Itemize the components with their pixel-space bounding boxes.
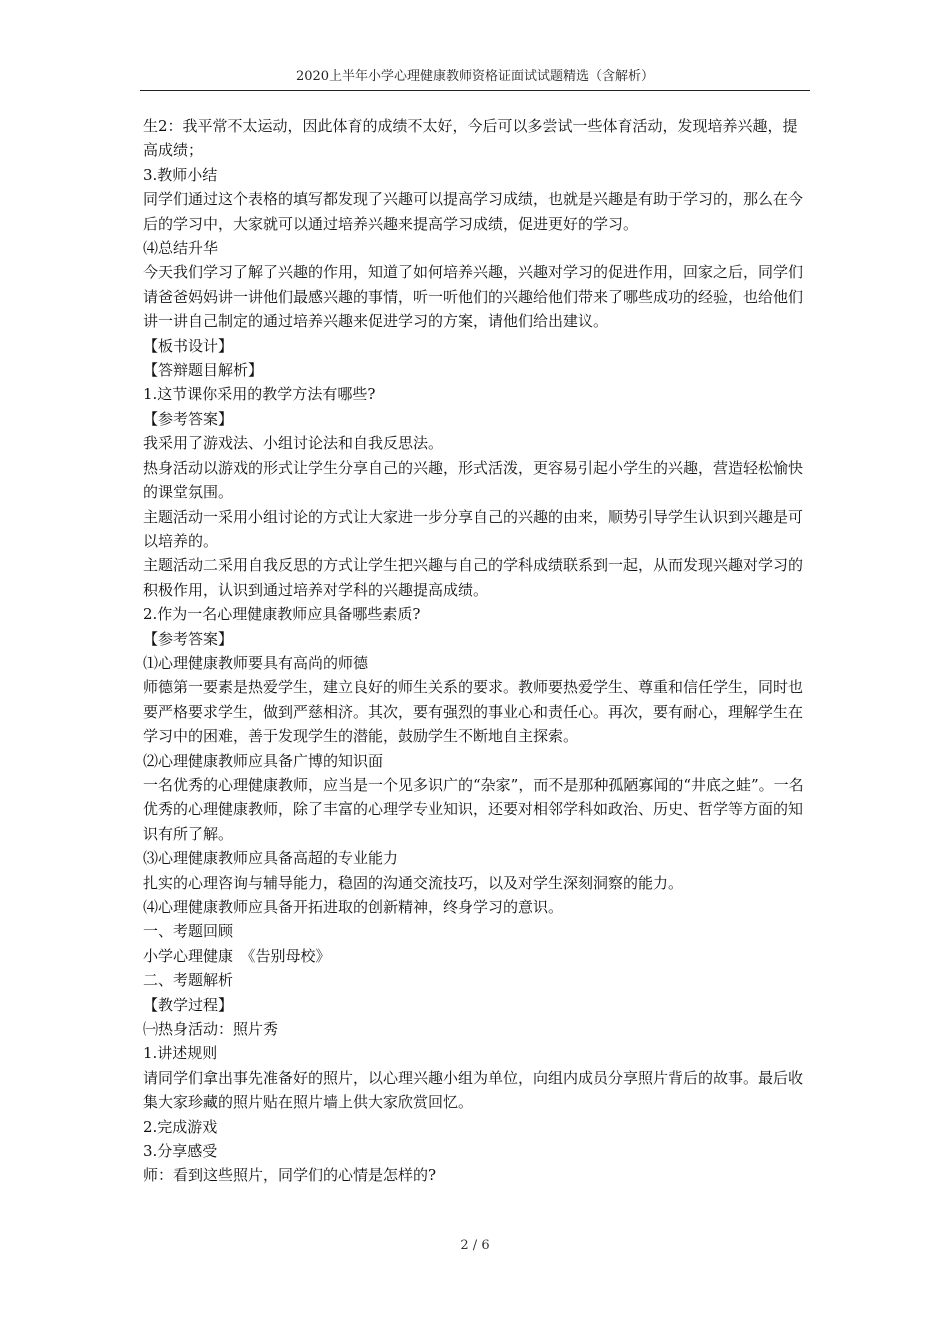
- paragraph: 小学心理健康 《告别母校》: [143, 946, 331, 965]
- paragraph: 主题活动一采用小组讨论的方式让大家进一步分享自己的兴趣的由来，顺势引导学生认识到兴趣是可以培养的。: [143, 507, 804, 550]
- document-title: 2020上半年小学心理健康教师资格证面试试题精选（含解析）: [295, 69, 655, 84]
- paragraph: 我采用了游戏法、小组讨论法和自我反思法。: [143, 434, 444, 453]
- list-item: ⑴心理健康教师要具有高尚的师德: [143, 653, 369, 672]
- list-item: ⑵心理健康教师应具备广博的知识面: [143, 751, 384, 770]
- paragraph: 请同学们拿出事先准备好的照片，以心理兴趣小组为单位，向组内成员分享照片背后的故事。最后收集大家珍藏的照片贴在照片墙上供大家欣赏回忆。: [143, 1068, 804, 1112]
- list-item: 2.完成游戏: [143, 1117, 218, 1136]
- section-heading: 一、考题回顾: [143, 922, 234, 941]
- paragraph: 热身活动以游戏的形式让学生分享自己的兴趣，形式活泼，更容易引起小学生的兴趣，营造轻松愉快的课堂氛围。: [143, 458, 804, 502]
- paragraph: 生2：我平常不太运动，因此体育的成绩不太好，今后可以多尝试一些体育活动，发现培养兴趣，提高成绩；: [143, 117, 798, 160]
- section-heading: ㈠热身活动：照片秀: [143, 1020, 279, 1039]
- list-item: 3.分享感受: [143, 1142, 218, 1161]
- list-item: 1.讲述规则: [143, 1044, 218, 1063]
- list-item: ⑷心理健康教师应具备开拓进取的创新精神，终身学习的意识。: [143, 898, 564, 916]
- paragraph: 主题活动二采用自我反思的方式让学生把兴趣与自己的学科成绩联系到一起，从而发现兴趣对学习的积极作用，认识到通过培养对学科的兴趣提高成绩。: [143, 556, 804, 599]
- page-header: [140, 68, 810, 91]
- section-heading: 【答辩题目解析】: [143, 361, 264, 380]
- section-heading: 【参考答案】: [143, 409, 234, 428]
- paragraph: 今天我们学习了解了兴趣的作用，知道了如何培养兴趣，兴趣对学习的促进作用，回家之后，同学们请爸爸妈妈讲一讲他们最感兴趣的事情，听一听他们的兴趣给他们带来了哪些成功的经验，也给他们讲一讲自己制定的通过培养兴趣来促进学习的方案，请他们给出建议。: [143, 263, 804, 331]
- section-heading: 【教学过程】: [143, 995, 234, 1014]
- paragraph: 一名优秀的心理健康教师，应当是一个见多识广的“杂家”，而不是那种孤陋寡闻的“井底之蛙”。一名优秀的心理健康教师，除了丰富的心理学专业知识，还要对相邻学科如政治、历史、哲学等方面的知识有所了解。: [143, 775, 804, 843]
- question: 1.这节课你采用的教学方法有哪些?: [143, 385, 376, 404]
- section-heading: 【板书设计】: [143, 336, 234, 355]
- paragraph: 同学们通过这个表格的填写都发现了兴趣可以提高学习成绩，也就是兴趣是有助于学习的，那么在今后的学习中，大家就可以通过培养兴趣来提高学习成绩，促进更好的学习。: [143, 190, 804, 233]
- paragraph: 师：看到这些照片，同学们的心情是怎样的?: [143, 1166, 437, 1185]
- section-heading: 【参考答案】: [143, 629, 234, 648]
- paragraph: 3.教师小结: [143, 165, 218, 184]
- question: 2.作为一名心理健康教师应具备哪些素质?: [143, 605, 421, 624]
- section-heading: 二、考题解析: [143, 971, 234, 990]
- paragraph: 扎实的心理咨询与辅导能力，稳固的沟通交流技巧，以及对学生深刻洞察的能力。: [143, 873, 684, 892]
- page-footer: [0, 1238, 950, 1253]
- section-heading: ⑷总结升华: [143, 239, 219, 258]
- list-item: ⑶心理健康教师应具备高超的专业能力: [143, 849, 399, 868]
- document-body: [143, 114, 811, 1188]
- paragraph: 师德第一要素是热爱学生，建立良好的师生关系的要求。教师要热爱学生、尊重和信任学生，同时也要严格要求学生，做到严慈相济。其次，要有强烈的事业心和责任心。再次，要有耐心，理解学生在学习中的困难，善于发现学生的潜能，鼓励学生不断地自主探索。: [143, 678, 804, 746]
- page-number: 2 / 6: [460, 1238, 490, 1253]
